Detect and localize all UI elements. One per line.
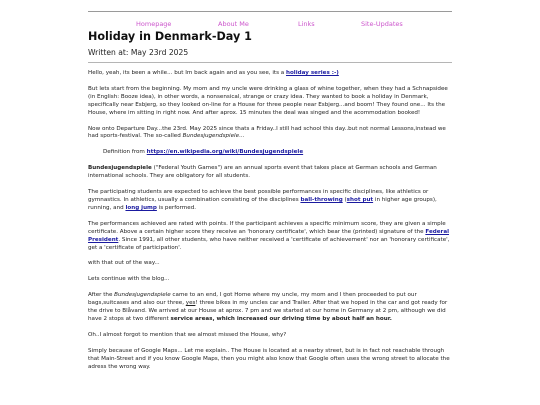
paragraph-disciplines: The participating students are expected to achieve the best possible performances in specific disciplines, like athletics or gymnastics. In athletics, usually a combination consisting of the disciplines ball-throwing (shot put in higher age groups), running, and long jump is performed. [88,189,437,211]
top-divider [88,11,452,12]
holiday-series-link[interactable]: holiday series :-) [285,70,339,76]
paragraph-out-of-the-way: with that out of the way... [88,260,160,267]
header-divider [88,62,452,63]
paragraph-definition: Definition from https://en.wikipedia.org/wiki/Bundesjugendspiele [103,149,304,156]
paragraph-drive: After the Bundesjugendspiele came to an end, I got Home where my uncle, my mom and I then proceeded to put our bags,suitcases and also our three, yes! three bikes in my uncles car and Trailer. After that we hoped in the car and got ready for the drive to Blåvand. We arrived at our House at aprox. 7 pm and we started at our home in Germany at 2 pm, although we did have 2 stops at two different service areas, which increased our driving time by about half an hour. [88,292,448,322]
wikipedia-link[interactable]: https://en.wikipedia.org/wiki/Bundesjugendspiele [146,149,304,156]
paragraph-continue: Lets continue with the blog... [88,276,170,283]
nav-link-homepage[interactable]: Homepage [136,20,172,28]
shot-put-link[interactable]: shot put [346,196,374,203]
paragraph-certificates: The performances achieved are rated with points. If the participant achieves a specific minimum score, they are given a simple certificate. Above a certain higher score they receive an 'honorary certificate', which bear the (printed) signature of the Federal President. Since 1991, all other students, who have neither received a 'certificate of achievement' nor an 'honorary certificate', get a 'certificate of participation'. [88,220,450,251]
paragraph-bundesjugendspiele: Bundesjugendspiele ("Federal Youth Games") are an annual sports event that takes place at German schools and German international schools. They are obligatory for all students. [88,165,437,180]
ball-throwing-link[interactable]: ball-throwing [300,196,343,203]
paragraph-departure-day: Now onto Departure Day...the 23rd. May 2025 since thats a Friday..I still had school this day..but not normal Lessons,instead we had sports-festival. The so-called Bundesjugendspiele... [88,125,446,140]
post-title: Holiday in Denmark-Day 1 [88,30,252,43]
paragraph-intro: Hello, yeah, its been a while... but Im back again and as you see, its a holiday series :-) [88,70,339,76]
post-body [88,70,450,379]
paragraph-almost-missed: Oh..I almost forgot to mention that we almost missed the House, why? [88,331,287,338]
paragraph-google-maps: Simply because of Google Maps... Let me explain.. The House is located at a nearby street, but is in fact not reachable through that Main-Street and if you know Google Maps, then you might also know that Google often uses the wrong street to allocate the adress the wrong way. [88,347,450,370]
top-navigation [88,20,452,30]
nav-link-about-me[interactable]: About Me [218,20,249,28]
federal-president-link[interactable]: Federal President [88,228,450,243]
nav-link-site-updates[interactable]: Site-Updates [361,20,403,28]
long-jump-link[interactable]: long jump [125,204,157,211]
paragraph-beginning: But lets start from the beginning. My mom and my uncle were drinking a glass of whine together, when they had a Schnapsidee (in English: Booze idea), in other words, a nonsensical, strange or crazy idea. They wanted to book a holiday in Denmark, specifically near Esbjerg, so they looked on-line for a House for three people near Esbjerg...and boom! They found one... Its the House, where im sitting in right now. And after aprox. 15 minutes the deal was singed and the acommodation booked! [88,85,448,116]
post-date: Written at: May 23rd 2025 [88,48,189,57]
nav-link-links[interactable]: Links [298,20,315,28]
